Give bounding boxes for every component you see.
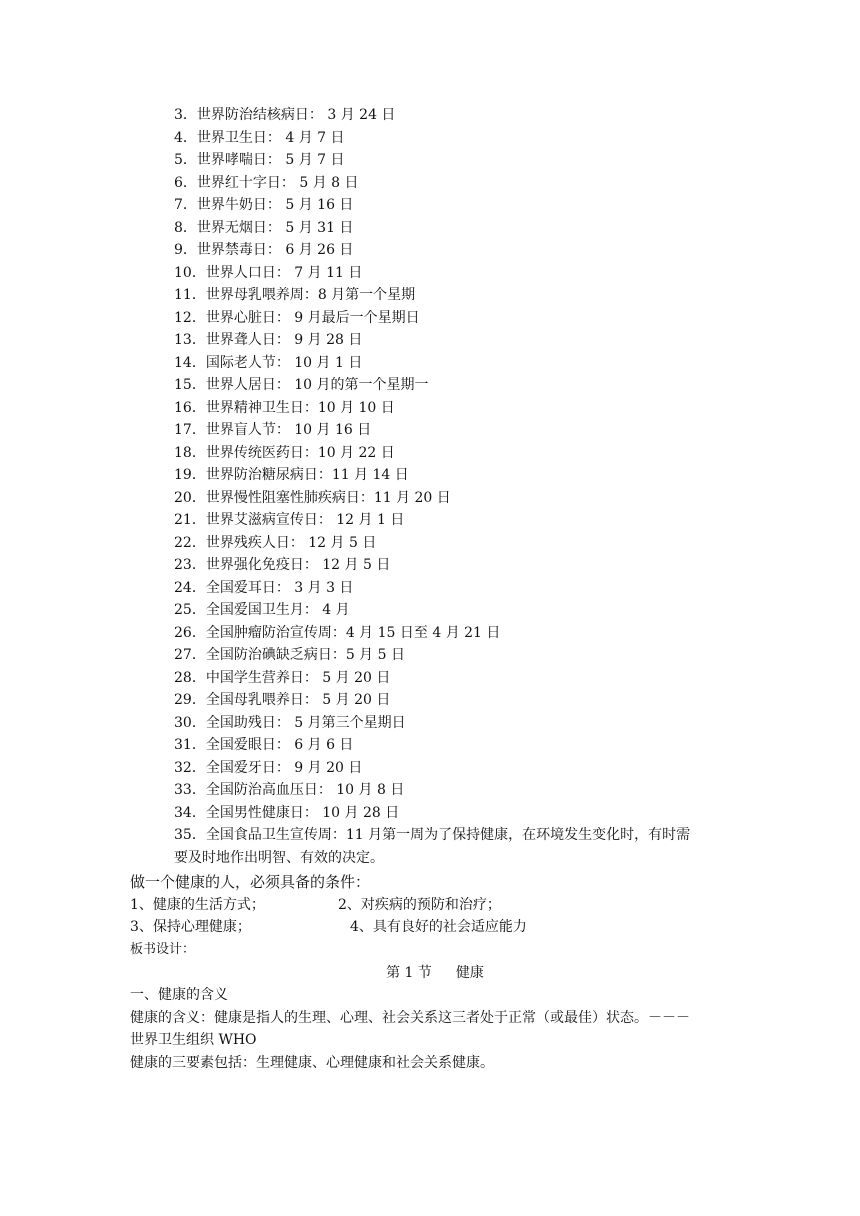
list-item: 24．全国爱耳日： 3 月 3 日 — [174, 579, 354, 596]
list-item: 14．国际老人节： 10 月 1 日 — [174, 354, 363, 371]
conditions-row-2 — [130, 916, 740, 939]
list-item: 9．世界禁毒日： 6 月 26 日 — [174, 242, 354, 258]
list-item: 33．全国防治高血压日： 10 月 8 日 — [174, 782, 405, 798]
list-item: 6．世界红十字日： 5 月 8 日 — [174, 174, 359, 191]
heading-health-meaning: 一、健康的含义 — [130, 987, 228, 1003]
list-item-35-line-1: 35．全国食品卫生宣传周：11 月第一周为了保持健康，在环境发生变化时，有时需 — [174, 827, 691, 843]
list-item: 8．世界无烟日： 5 月 31 日 — [174, 219, 354, 236]
list-item: 18．世界传统医药日：10 月 22 日 — [174, 444, 395, 461]
list-item: 21．世界艾滋病宣传日： 12 月 1 日 — [174, 512, 405, 528]
conditions-row-1 — [130, 894, 740, 917]
list-item: 20．世界慢性阻塞性肺疾病日：11 月 20 日 — [174, 489, 451, 506]
board-label: 板书设计： — [130, 942, 196, 957]
list-item: 3．世界防治结核病日： 3 月 24 日 — [174, 107, 396, 123]
board-design — [130, 939, 740, 1074]
list-item: 16．世界精神卫生日：10 月 10 日 — [174, 399, 395, 416]
list-item: 19．世界防治糖尿病日：11 月 14 日 — [174, 467, 409, 483]
list-item: 7．世界牛奶日： 5 月 16 日 — [174, 197, 354, 213]
list-item: 10．世界人口日： 7 月 11 日 — [174, 264, 363, 281]
condition-4: 4、具有良好的社会适应能力 — [350, 919, 527, 935]
condition-1: 1、健康的生活方式； — [130, 896, 265, 913]
list-item: 29．全国母乳喂养日： 5 月 20 日 — [174, 692, 391, 708]
list-item-35 — [174, 824, 734, 869]
list-item: 32．全国爱牙日： 9 月 20 日 — [174, 759, 363, 776]
definition-line-1: 健康的含义：健康是指人的生理、心理、社会关系这三者处于正常（或最佳）状态。－－－ — [130, 1009, 690, 1026]
list-item: 27．全国防治碘缺乏病日：5 月 5 日 — [174, 647, 405, 663]
health-conditions — [130, 871, 740, 939]
list-item: 28．中国学生营养日： 5 月 20 日 — [174, 669, 391, 686]
list-item: 25．全国爱国卫生月： 4 月 — [174, 602, 350, 618]
list-item: 5．世界哮喘日： 5 月 7 日 — [174, 152, 345, 168]
section-number: 第 1 节 — [386, 964, 432, 981]
section-name: 健康 — [455, 964, 484, 981]
list-item-35-line-2: 要及时地作出明智、有效的决定。 — [174, 849, 384, 866]
list-item: 26．全国肿瘤防治宣传周：4 月 15 日至 4 月 21 日 — [174, 624, 501, 641]
list-item: 30．全国助残日： 5 月第三个星期日 — [174, 714, 406, 731]
list-item: 17．世界盲人节： 10 月 16 日 — [174, 422, 372, 438]
definition-line-2: 世界卫生组织 WHO — [130, 1032, 257, 1048]
condition-2: 2、对疾病的预防和治疗； — [338, 896, 501, 913]
list-item: 31．全国爱眼日： 6 月 6 日 — [174, 737, 354, 753]
list-item: 15．世界人居日： 10 月的第一个星期一 — [174, 377, 429, 393]
list-item: 23．世界强化免疫日： 12 月 5 日 — [174, 557, 391, 573]
health-days-list — [174, 104, 734, 869]
list-item: 4．世界卫生日： 4 月 7 日 — [174, 129, 345, 146]
section-title — [130, 962, 740, 985]
three-elements: 健康的三要素包括：生理健康、心理健康和社会关系健康。 — [130, 1054, 494, 1071]
list-item: 13．世界聋人日： 9 月 28 日 — [174, 332, 363, 348]
list-item: 22．世界残疾人日： 12 月 5 日 — [174, 534, 377, 551]
condition-3: 3、保持心理健康； — [130, 919, 251, 935]
list-item: 11．世界母乳喂养周：8 月第一个星期 — [174, 287, 416, 303]
list-item: 34．全国男性健康日： 10 月 28 日 — [174, 804, 400, 821]
list-item: 12．世界心脏日： 9 月最后一个星期日 — [174, 309, 420, 326]
conditions-heading: 做一个健康的人，必须具备的条件： — [130, 873, 371, 891]
